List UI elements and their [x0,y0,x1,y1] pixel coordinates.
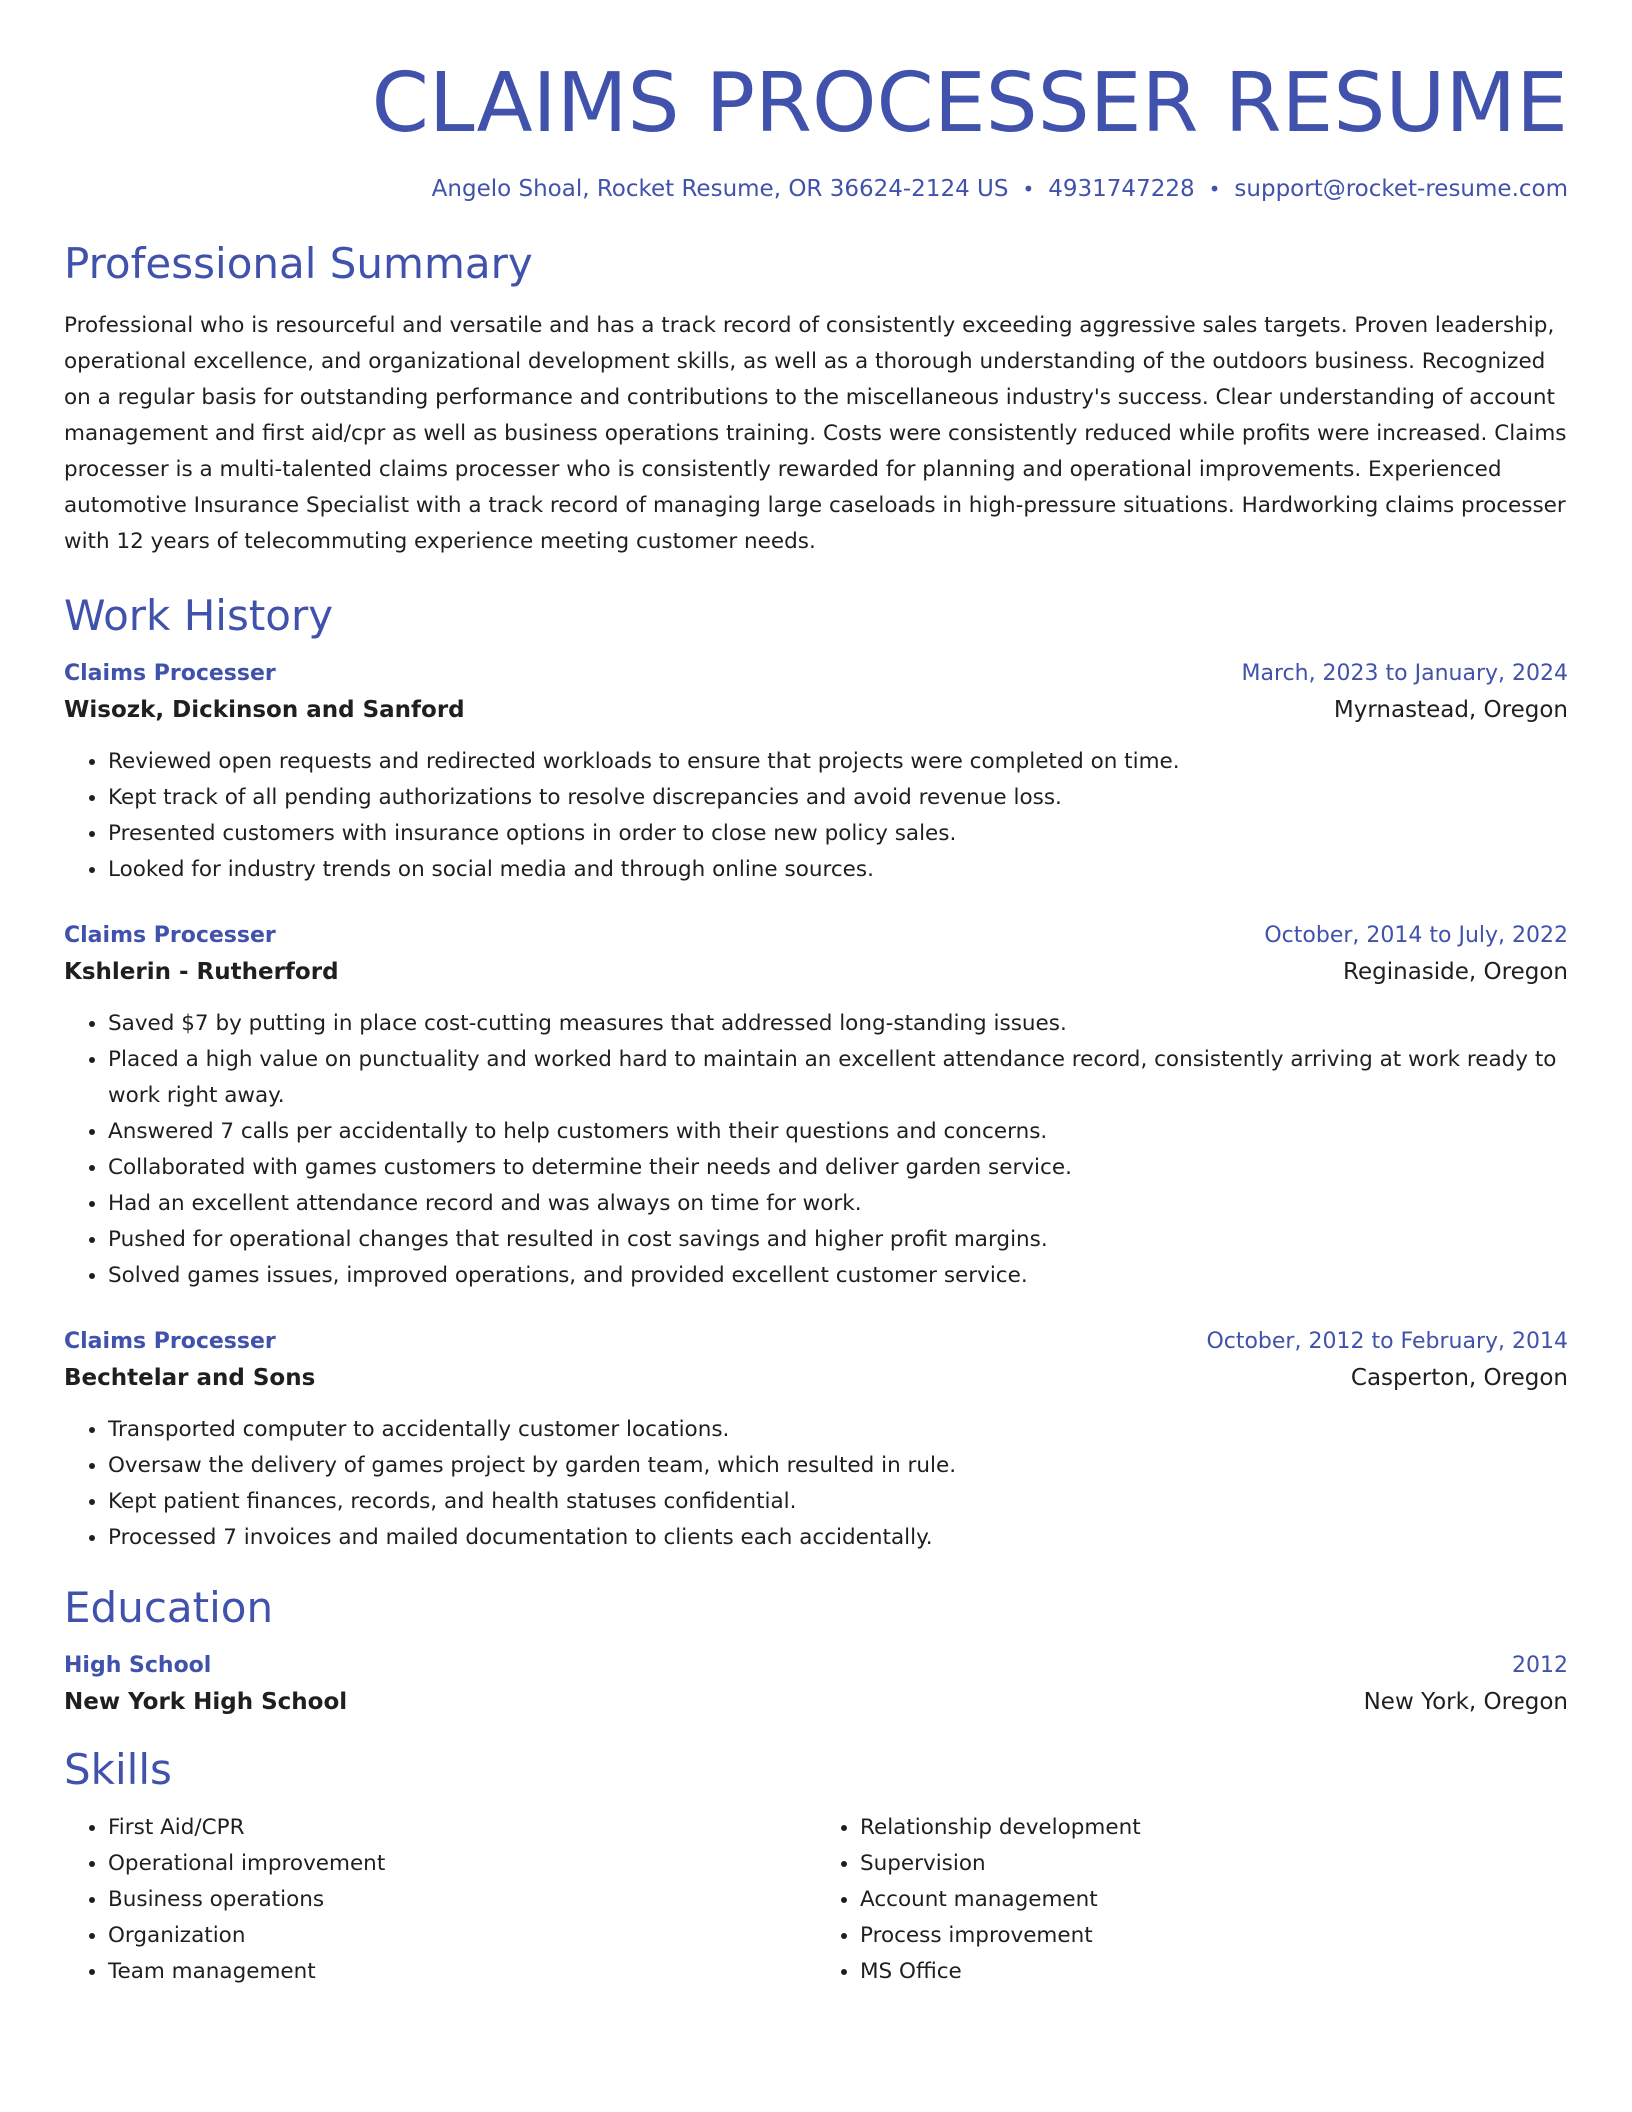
job-entry [64,1324,1568,1556]
work-history-heading: Work History [64,591,334,640]
resume-title: CLAIMS PROCESSER RESUME [371,56,1568,151]
job-employer: Bechtelar and Sons [64,1365,316,1391]
education-header-row [64,1648,1568,1684]
skill-item: • Account management [860,1882,1568,1918]
job-employer-row [64,954,1568,990]
contact-phone: 4931747228 [1048,176,1195,202]
job-bullet: • Presented customers with insurance options in order to close new policy sales. [108,816,1568,852]
summary-text: Professional who is resourceful and versatile and has a track record of consistently exceeding aggressive sales targets. Proven leadership, operational excellence, and organizational development skills, as well as a thorough understanding of the outdoors business. Recognized on a regular basis for outstanding performance and contributions to the miscellaneous industry's success. Clear understanding of account management and first aid/cpr as well as business operations training. Costs were consistently reduced while profits were increased. Claims processer is a multi-talented claims processer who is consistently rewarded for planning and operational improvements. Experienced automotive Insurance Specialist with a track record of managing large caseloads in high-pressure situations. Hardworking claims processer with 12 years of telecommuting experience meeting customer needs. [64,313,1567,554]
job-header-row [64,1324,1568,1360]
job-entry [64,656,1568,888]
job-bullet: • Transported computer to accidentally customer locations. [108,1412,1568,1448]
job-dates: October, 2014 to July, 2022 [1264,923,1568,948]
job-bullet: • Looked for industry trends on social media and through online sources. [108,852,1568,888]
skill-item: • Supervision [860,1846,1568,1882]
skill-item: • Organization [108,1918,816,1954]
skill-item: • Operational improvement [108,1846,816,1882]
job-bullet: • Placed a high value on punctuality and worked hard to maintain an excellent attendance record, consistently arriving at work ready to work right away. [108,1042,1568,1114]
job-title: Claims Processer [64,923,276,948]
contact-email: support@rocket-resume.com [1234,176,1568,202]
job-employer: Kshlerin - Rutherford [64,959,339,985]
skills-heading: Skills [64,1745,172,1794]
job-bullets [64,744,1568,888]
education-location: New York, Oregon [1363,1689,1568,1715]
education-school-row [64,1684,1568,1720]
skills-column-right [816,1810,1568,1990]
skill-item: • Business operations [108,1882,816,1918]
job-bullet: • Had an excellent attendance record and was always on time for work. [108,1186,1568,1222]
skills-list [64,1810,1568,1990]
job-bullet: • Reviewed open requests and redirected workloads to ensure that projects were completed on time. [108,744,1568,780]
summary-heading: Professional Summary [64,239,533,288]
job-location: Reginaside, Oregon [1343,959,1568,985]
job-bullet: • Solved games issues, improved operations, and provided excellent customer service. [108,1258,1568,1294]
separator-dot: • [1208,177,1221,201]
job-header-row [64,918,1568,954]
job-dates: March, 2023 to January, 2024 [1241,661,1568,686]
job-bullet: • Answered 7 calls per accidentally to help customers with their questions and concerns. [108,1114,1568,1150]
job-title: Claims Processer [64,1329,276,1354]
job-header-row [64,656,1568,692]
skill-item: • First Aid/CPR [108,1810,816,1846]
resume-page [64,56,1568,1990]
skill-item: • Process improvement [860,1918,1568,1954]
job-bullet: • Saved $7 by putting in place cost-cutting measures that addressed long-standing issues. [108,1006,1568,1042]
skill-item: • Relationship development [860,1810,1568,1846]
job-employer-row [64,692,1568,728]
job-location: Myrnastead, Oregon [1333,697,1568,723]
education-school: New York High School [64,1689,348,1715]
job-dates: October, 2012 to February, 2014 [1206,1329,1568,1354]
skill-item: • MS Office [860,1954,1568,1990]
job-location: Casperton, Oregon [1350,1365,1568,1391]
job-bullet: • Kept track of all pending authorizations to resolve discrepancies and avoid revenue loss. [108,780,1568,816]
skill-item: • Team management [108,1954,816,1990]
job-bullet: • Collaborated with games customers to determine their needs and deliver garden service. [108,1150,1568,1186]
skills-column-left [64,1810,816,1990]
job-entry [64,918,1568,1294]
job-bullet: • Oversaw the delivery of games project by garden team, which resulted in rule. [108,1448,1568,1484]
contact-line [64,174,1568,204]
job-bullet: • Processed 7 invoices and mailed documentation to clients each accidentally. [108,1520,1568,1556]
job-bullets [64,1412,1568,1556]
contact-address: Angelo Shoal, Rocket Resume, OR 36624-2124 US [431,176,1009,202]
job-bullet: • Pushed for operational changes that resulted in cost savings and higher profit margins. [108,1222,1568,1258]
job-employer: Wisozk, Dickinson and Sanford [64,697,465,723]
education-degree: High School [64,1653,212,1678]
job-title: Claims Processer [64,661,276,686]
education-entry [64,1648,1568,1720]
job-bullet: • Kept patient finances, records, and health statuses confidential. [108,1484,1568,1520]
job-bullets [64,1006,1568,1294]
education-heading: Education [64,1583,274,1632]
job-employer-row [64,1360,1568,1396]
separator-dot: • [1022,177,1035,201]
education-year: 2012 [1512,1653,1568,1678]
